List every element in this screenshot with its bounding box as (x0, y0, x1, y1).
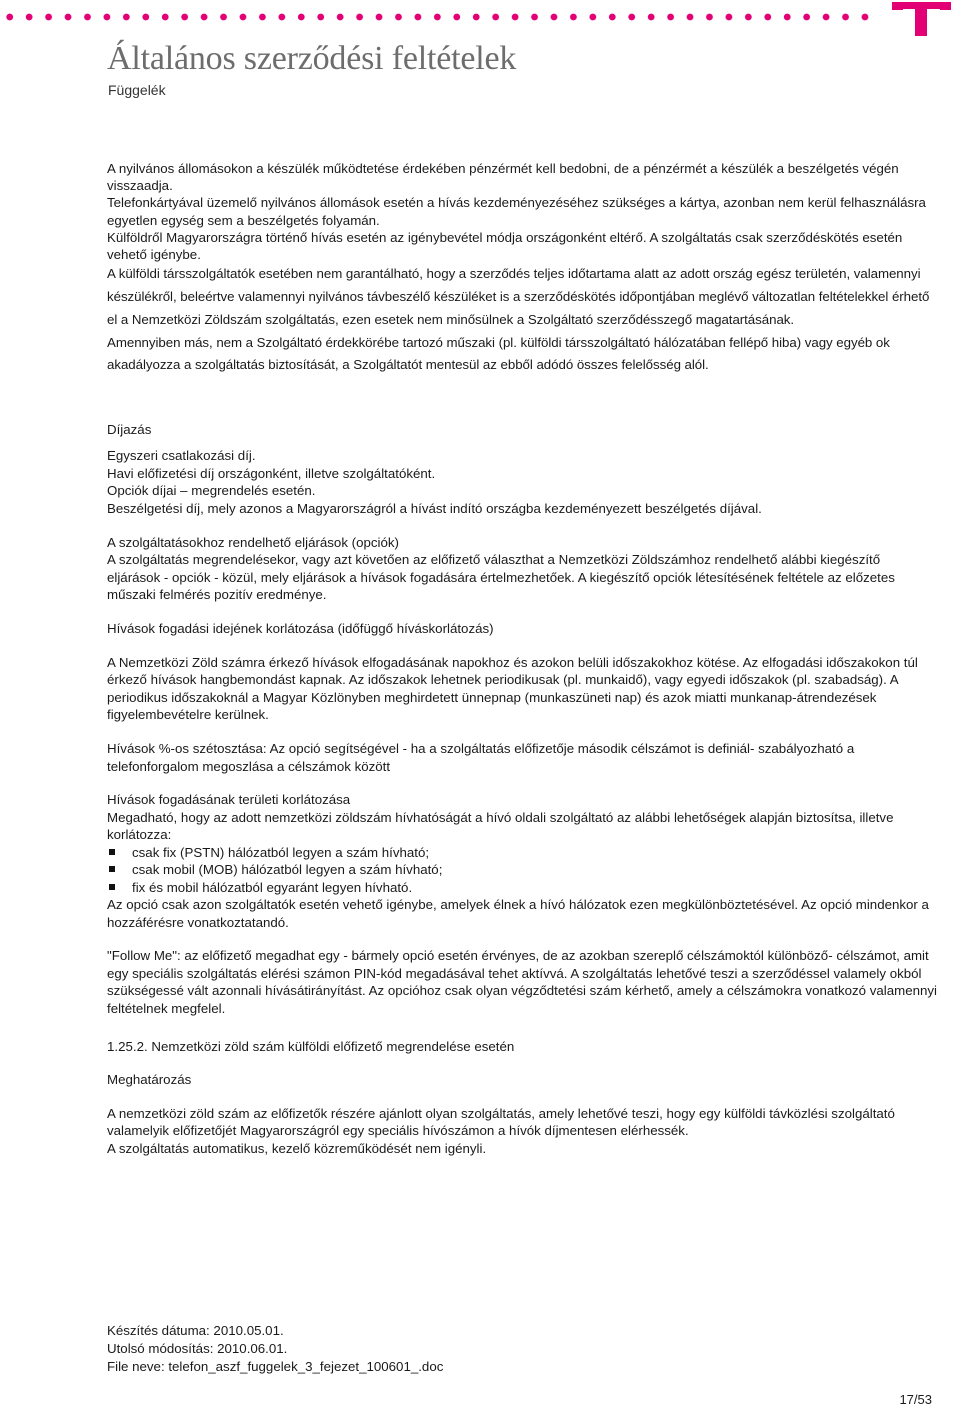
followme-paragraph: "Follow Me": az előfizető megadhat egy - bármely opció esetén érvényes, de az azokban szereplő célszámoktól különböző- célszámot, amit egy speciális szolgáltatás elérési számon PIN-kód megadásával tehet aktívvá. A szolgáltatás lehetővé teszi a szerződéssel valamely okból szükségessé vált azonnali hívásátirányítást. Az opcióhoz csak olyan végződtetési szám kérhető, amely a célszámokra vonatkozó valamennyi feltételnek megfelel. (107, 948, 937, 1017)
list-item: csak mobil (MOB) hálózatból legyen a szám hívható; (107, 861, 937, 878)
teruleti-paragraph: Megadható, hogy az adott nemzetközi zöldszám hívhatóságát a hívó oldali szolgáltató az alábbi lehetőségek alapján biztosítsa, illetve korlátozza: (107, 809, 894, 843)
magenta-dot-strip (0, 10, 870, 24)
intro-paragraph-1: A nyilvános állomásokon a készülék működtetése érdekében pénzérmét kell bedobni, de a pénzérmét a készülék a beszélgetés végén visszaadja. (107, 161, 899, 194)
teruleti-after-paragraph: Az opció csak azon szolgáltatók esetén vehető igénybe, amelyek élnek a hívó hálózatok ezen megkülönböztetésével. Az opció mindenkor a hozzáférésre vonatkoztatandó. (107, 897, 929, 930)
opciok-paragraph: A szolgáltatás megrendelésekor, vagy azt követően az előfizető választhat a Nemzetközi Zöldszámhoz rendelhető alábbi kiegészítő eljárások - opciók - közül, mely eljárások a hívások fogadására értelmezhetőek. A kiegészítő opciók létesítésének feltétele az előzetes műszaki felmérés pozitív eredménye. (107, 552, 895, 603)
section-heading-idokorlat: Hívások fogadási idejének korlátozása (időfüggő híváskorlátozás) (107, 620, 494, 636)
fee-line: Opciók díjai – megrendelés esetén. (107, 483, 316, 499)
fee-line: Havi előfizetési díj országonként, illetve szolgáltatóként. (107, 465, 436, 481)
list-item: csak fix (PSTN) hálózatból legyen a szám hívható; (107, 844, 937, 861)
section-heading-dijazas: Díjazás (107, 422, 152, 438)
document-body (107, 160, 937, 1158)
teruleti-bullet-list (107, 844, 937, 896)
document-title: Általános szerződési feltételek (107, 40, 517, 77)
intro-paragraph-5: Amennyiben más, nem a Szolgáltató érdekkörébe tartozó műszaki (pl. külföldi társszolgáltató hálózatában fellépő hiba) vagy egyéb ok akadályozza a szolgáltatás biztosítását, a Szolgáltatót mentesül az ebből adódó összes felelősség alól. (107, 334, 890, 373)
fee-line: Beszélgetési díj, mely azonos a Magyarországról a hívást indító országba kezdeményezett beszélgetés díjával. (107, 500, 762, 516)
section-heading-opciok: A szolgáltatásokhoz rendelhető eljárások (opciók) (107, 534, 399, 550)
meghatarozas-paragraph: A nemzetközi zöld szám az előfizetők részére ajánlott olyan szolgáltatás, amely lehetővé teszi, hogy egy külföldi távközlési szolgáltató valamelyik előfizetőjét Magyarországról egy speciális hívószámon a hívók díjmentesen elérhessék. (107, 1105, 895, 1139)
intro-paragraph-4: A külföldi társszolgáltatók esetében nem garantálható, hogy a szerződés teljes időtartama alatt az adott ország egész területén, valamennyi készülékről, beleértve valamennyi nyilvános távbeszélő készüléket is a szerződéskötés időpontjában meglévő változatlan feltételekkel érhető el a Nemzetközi Zöldszám szolgáltatás, ezen esetek nem minősülnek a Szolgáltató szerződésszegő magatartásának. (107, 266, 930, 327)
fee-line: Egyszeri csatlakozási díj. (107, 448, 256, 464)
modified-date: Utolsó módosítás: 2010.06.01. (107, 1341, 288, 1356)
szetosztas-paragraph: Hívások %-os szétosztása: Az opció segítségével - ha a szolgáltatás előfizetője második célszámot is definiál- szabályozható a telefonforgalom megoszlása a célszámok között (107, 740, 855, 774)
meghatarozas-paragraph-2: A szolgáltatás automatikus, kezelő közreműködését nem igényli. (107, 1141, 487, 1157)
intro-paragraph-3: Külföldről Magyarországra történő hívás esetén az igénybevétel módja országonként eltérő. A szolgáltatás csak szerződéskötés esetén vehető igénybe. (107, 229, 903, 263)
list-item: fix és mobil hálózatból egyaránt legyen hívható. (107, 879, 937, 896)
file-name: File neve: telefon_aszf_fuggelek_3_fejezet_100601_.doc (107, 1359, 444, 1374)
page-number: 17/53 (899, 1392, 932, 1407)
section-heading-meghatarozas: Meghatározás (107, 1072, 192, 1088)
intro-paragraph-2: Telefonkártyával üzemelő nyilvános állomások esetén a hívás kezdeményezéséhez szükséges a kártya, azonban nem kerül felhasználásra egyetlen egység sem a beszélgetés folyamán. (107, 195, 926, 228)
section-heading-teruleti: Hívások fogadásának területi korlátozása (107, 792, 351, 808)
document-subtitle: Függelék (108, 82, 166, 98)
created-date: Készítés dátuma: 2010.05.01. (107, 1323, 284, 1338)
document-footer (107, 1322, 443, 1376)
idokorlat-paragraph: A Nemzetközi Zöld számra érkező hívások elfogadásának napokhoz és azokon belüli időszakokhoz kötése. Az elfogadási időszakokon túl érkező hívások hangbemondást kapnak. Az időszakok lehetnek periodikusak (pl. munkaidő), vagy egyedi időszakok (pl. szabadság). A periodikus időszakoknál a Magyar Közlönyben meghirdetett ünnepnap (munkaszüneti nap) és azok miatti munkanap-átrendezések figyelembevételre kerülnek. (107, 654, 918, 723)
t-logo-icon (882, 0, 960, 40)
section-heading-1-25-2: 1.25.2. Nemzetközi zöld szám külföldi előfizető megrendelése esetén (107, 1038, 515, 1054)
